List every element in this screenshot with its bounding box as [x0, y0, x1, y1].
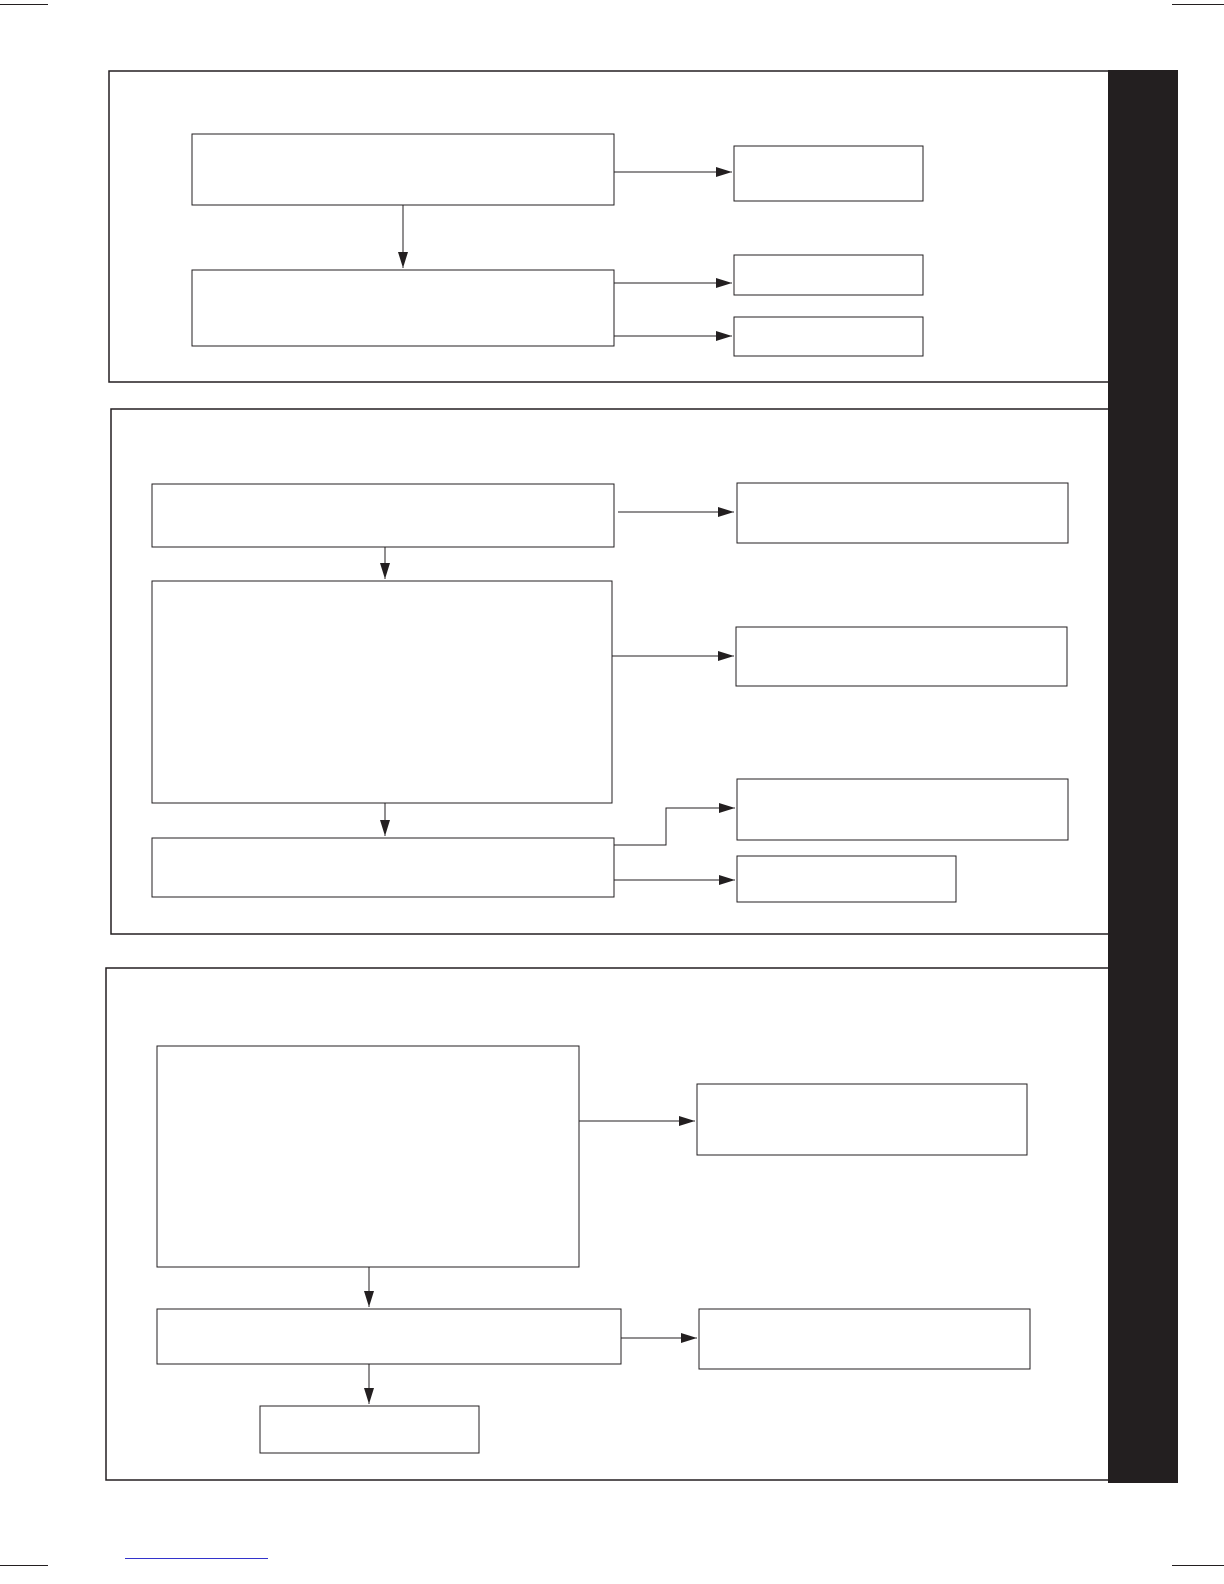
s1-box-a — [192, 134, 614, 205]
s3-box-a — [157, 1046, 579, 1267]
s1-box-b — [192, 270, 614, 346]
s2-box-b — [152, 581, 612, 803]
s3-box-b-result — [699, 1309, 1030, 1369]
s3-box-a-result — [697, 1084, 1027, 1155]
s2-box-a — [152, 484, 614, 547]
s1-box-b-result-1 — [734, 255, 923, 295]
s2-box-a-result — [737, 483, 1068, 543]
s1-box-a-result — [734, 146, 923, 201]
s3-box-c — [260, 1406, 479, 1453]
s2-box-c-result-1 — [737, 779, 1068, 840]
s2-box-c — [152, 838, 614, 897]
s2-arrow-c-right-elbow — [614, 808, 735, 845]
s3-box-b — [157, 1309, 621, 1364]
s2-box-b-result — [736, 627, 1067, 686]
s2-box-c-result-2 — [737, 856, 956, 902]
s1-box-b-result-2 — [734, 317, 923, 356]
